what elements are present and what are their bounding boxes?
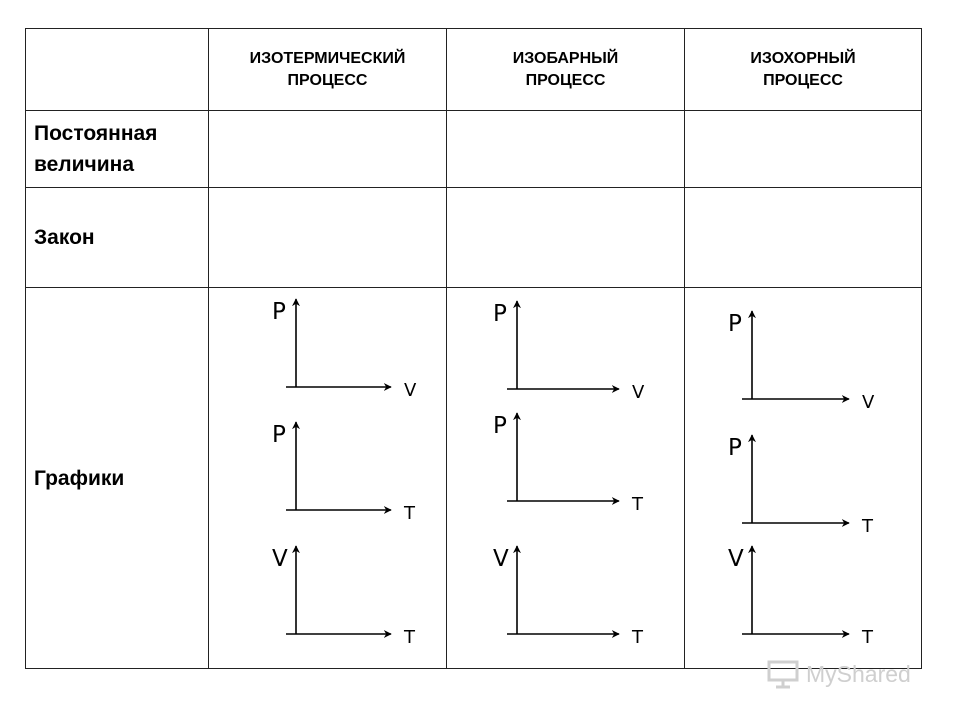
header-isochoric: ИЗОХОРНЫЙ ПРОЦЕСС <box>750 49 856 89</box>
row-label-constant: Постоянная величина <box>34 122 158 176</box>
graph-isobaric-3-y-label: V <box>493 546 509 572</box>
graph-isochoric-3-x-label: T <box>862 627 873 648</box>
cell-isobaric-law <box>447 188 684 287</box>
graph-isothermal-2-y-label: P <box>272 422 286 448</box>
graph-isobaric-1-y-label: P <box>493 301 507 327</box>
graph-isobaric-1-x-label: V <box>632 382 645 403</box>
watermark-text: MyShared <box>806 660 911 687</box>
graph-isochoric-1-y-label: P <box>728 311 742 337</box>
graph-isothermal-3-y-label: V <box>272 546 288 572</box>
graph-isobaric-3-x-label: T <box>632 627 643 648</box>
row-label-graphs: Графики <box>34 466 125 490</box>
cell-isobaric-constant <box>447 111 684 187</box>
cell-isochoric-law <box>685 188 921 287</box>
watermark <box>766 656 911 692</box>
graph-isothermal-3-x-label: T <box>404 627 415 648</box>
header-isobaric: ИЗОБАРНЫЙ ПРОЦЕСС <box>512 49 619 89</box>
graph-isothermal-1-y-label: P <box>272 299 286 325</box>
graph-isochoric-1-x-label: V <box>862 392 875 413</box>
graph-isobaric-2-x-label: T <box>632 494 643 515</box>
presentation-icon <box>766 659 800 689</box>
graph-isothermal-1-x-label: V <box>404 380 417 401</box>
row-label-law: Закон <box>34 226 95 249</box>
graph-isochoric-2-y-label: P <box>728 435 742 461</box>
header-isothermal: ИЗОТЕРМИЧЕСКИЙ ПРОЦЕСС <box>249 49 406 89</box>
graph-isobaric-2-y-label: P <box>493 413 507 439</box>
cell-isothermal-constant <box>209 111 446 187</box>
graph-isothermal-2-x-label: T <box>404 503 415 524</box>
cell-isothermal-law <box>209 188 446 287</box>
process-table <box>25 28 922 669</box>
cell-isochoric-constant <box>685 111 921 187</box>
graph-isochoric-2-x-label: T <box>862 516 873 537</box>
graph-isochoric-3-y-label: V <box>728 546 744 572</box>
